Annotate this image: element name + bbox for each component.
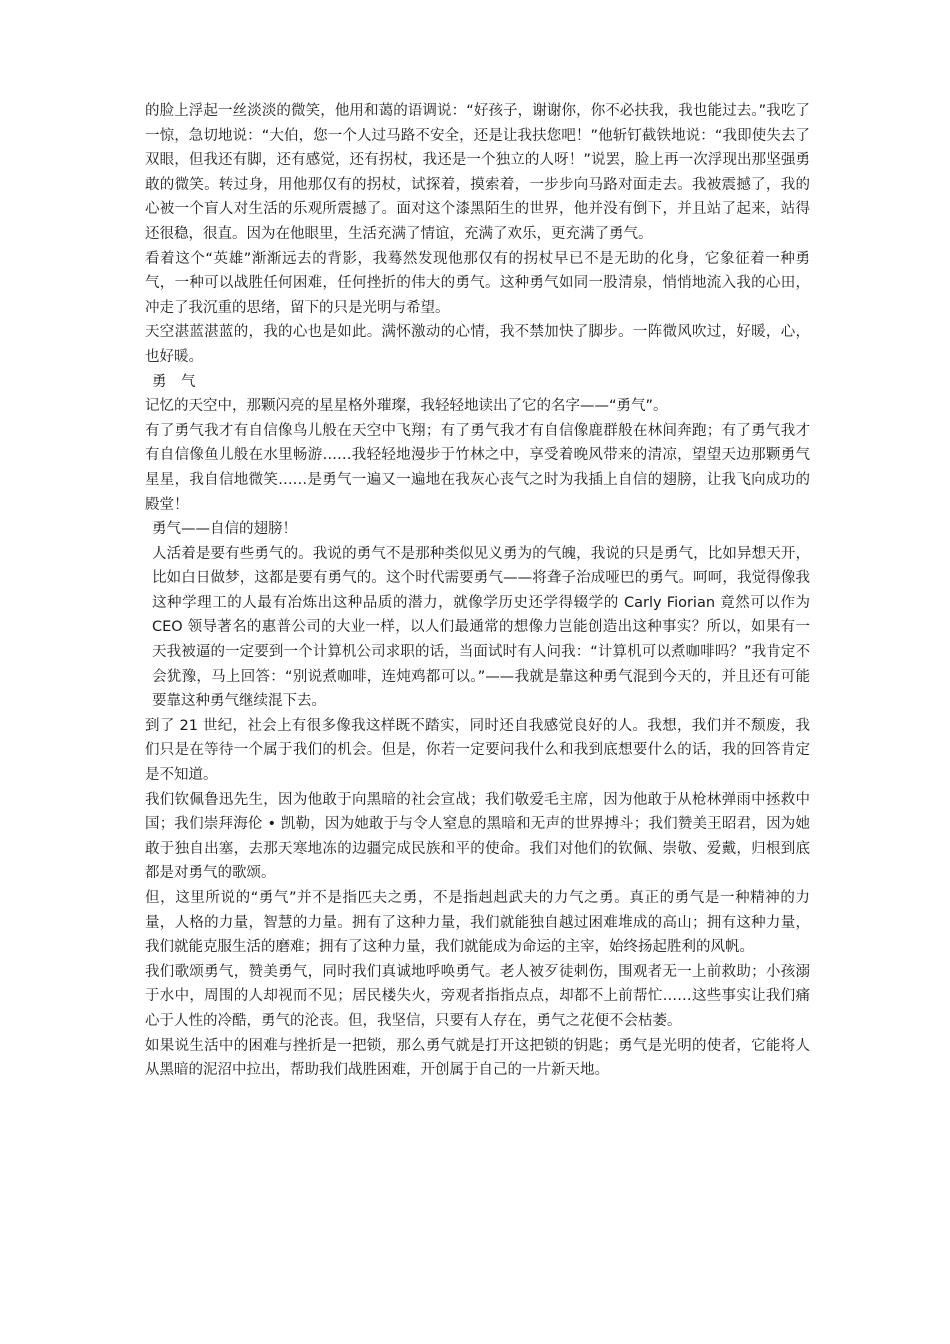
document-body (145, 99, 810, 1083)
paragraph: 我们歌颂勇气，赞美勇气，同时我们真诚地呼唤勇气。老人被歹徒刺伤，围观者无一上前救助；小孩溺于水中，周围的人却视而不见；居民楼失火，旁观者指指点点，却都不上前帮忙……这些事实让我们痛心于人性的冷酷，勇气的沦丧。但，我坚信，只要有人存在，勇气之花便不会枯萎。 (145, 963, 810, 1029)
paragraph: 勇气——自信的翅膀！ (152, 521, 297, 538)
paragraph: 的脸上浮起一丝淡淡的微笑，他用和蔼的语调说：“好孩子，谢谢你，你不必扶我，我也能过去。”我吃了一惊，急切地说：“大伯，您一个人过马路不安全，还是让我扶您吧！”他斩钉截铁地说：“我即使失去了双眼，但我还有脚，还有感觉，还有拐杖，我还是一个独立的人呀！”说罢，脸上再一次浮现出那坚强勇敢的微笑。转过身，用他那仅有的拐杖，试探着，摸索着，一步步向马路对面走去。我被震撼了，我的心被一个盲人对生活的乐观所震撼了。面对这个漆黑陌生的世界，他并没有倒下，并且站了起来，站得还很稳，很直。因为在他眼里，生活充满了情谊，充满了欢乐，更充满了勇气。 (145, 103, 810, 242)
paragraph: 人活着是要有些勇气的。我说的勇气不是那种类似见义勇为的气魄，我说的只是勇气，比如异想天开，比如白日做梦，这都是要有勇气的。这个时代需要勇气——将聋子治成哑巴的勇气。呵呵，我觉得像我这种学理工的人最有冶炼出这种品质的潜力，就像学历史还学得辍学的 Carly Fiorian 竟然可以作为 CEO 领导著名的惠普公司的大业一样，以人们最通常的想像力岂能创造出这种事实？所以，如果有一天我被逼的一定要到一个计算机公司求职的话，当面试时有人问我：“计算机可以煮咖啡吗？”我肯定不会犹豫，马上回答：“别说煮咖啡，连炖鸡都可以。”——我就是靠这种勇气混到今天的，并且还有可能要靠这种勇气继续混下去。 (152, 545, 810, 710)
paragraph: 有了勇气我才有自信像鸟儿般在天空中飞翔；有了勇气我才有自信像鹿群般在林间奔跑；有了勇气我才有自信像鱼儿般在水里畅游……我轻轻地漫步于竹林之中，享受着晚风带来的清凉，望望天边那颗勇气星星，我自信地微笑……是勇气一遍又一遍地在我灰心丧气之时为我插上自信的翅膀，让我飞向成功的殿堂！ (145, 422, 810, 513)
paragraph: 如果说生活中的困难与挫折是一把锁，那么勇气就是打开这把锁的钥匙；勇气是光明的使者，它能将人从黑暗的泥沼中拉出，帮助我们战胜困难，开创属于自己的一片新天地。 (145, 1037, 810, 1079)
paragraph: 天空湛蓝湛蓝的，我的心也是如此。满怀激动的心情，我不禁加快了脚步。一阵微风吹过，好暖，心，也好暖。 (145, 324, 810, 365)
paragraph: 看着这个“英雄”渐渐远去的背影，我蓦然发现他那仅有的拐杖早已不是无助的化身，它象征着一种勇气，一种可以战胜任何困难，任何挫折的伟大的勇气。这种勇气如同一股清泉，悄悄地流入我的心田，冲走了我沉重的思绪，留下的只是光明与希望。 (145, 250, 810, 316)
paragraph: 到了 21 世纪，社会上有很多像我这样既不踏实，同时还自我感觉良好的人。我想，我们并不颓废，我们只是在等待一个属于我们的机会。但是，你若一定要问我什么和我到底想要什么的话，我的回答肯定是不知道。 (145, 717, 810, 784)
paragraph: 记忆的天空中，那颗闪亮的星星格外璀璨，我轻轻地读出了它的名字——“勇气”。 (145, 398, 668, 415)
paragraph: 但，这里所说的“勇气”并不是指匹夫之勇，不是指赳赳武夫的力气之勇。真正的勇气是一种精神的力量，人格的力量，智慧的力量。拥有了这种力量，我们就能独自越过困难堆成的高山；拥有这种力量，我们就能克服生活的磨难；拥有了这种力量，我们就能成为命运的主宰，始终扬起胜利的风帆。 (145, 890, 810, 956)
paragraph: 我们钦佩鲁迅先生，因为他敢于向黑暗的社会宣战；我们敬爱毛主席，因为他敢于从枪林弹雨中拯救中国；我们崇拜海伦 • 凯勒，因为她敢于与令人窒息的黑暗和无声的世界搏斗；我们赞美王昭君，因为她敢于独自出塞，去那天寒地冻的边疆完成民族和平的使命。我们对他们的钦佩、崇敬、爱戴，归根到底都是对勇气的歌颂。 (145, 791, 810, 882)
section-title: 勇 气 (152, 373, 196, 390)
